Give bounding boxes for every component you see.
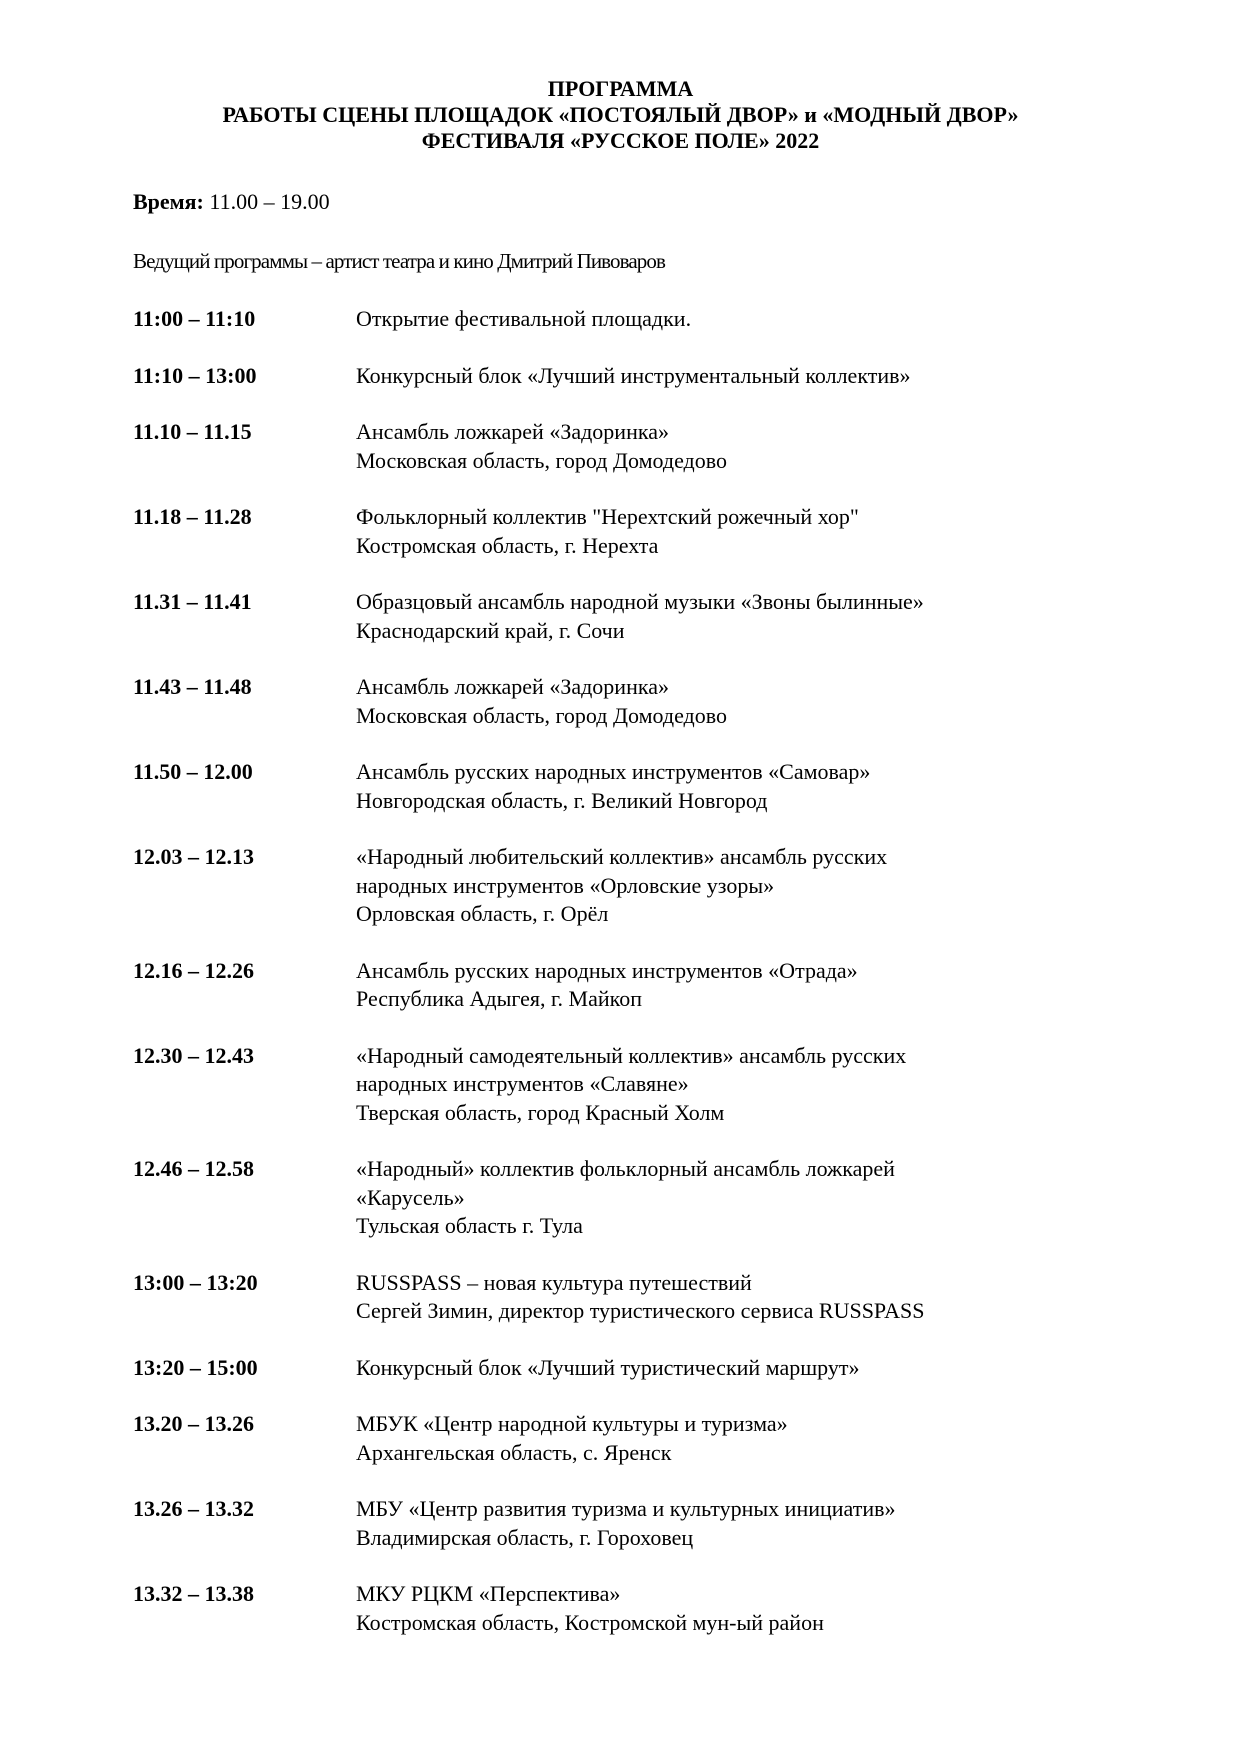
schedule-description-line: МБУ «Центр развития туризма и культурных инициатив» [356, 1496, 896, 1521]
event-time-value: 11.00 – 19.00 [203, 189, 330, 214]
schedule-row [133, 305, 1133, 334]
schedule-description-line: Ансамбль ложкарей «Задоринка» [356, 674, 669, 699]
schedule-description [356, 758, 1133, 815]
schedule-description-line: Орловская область, г. Орёл [356, 901, 609, 926]
schedule-description-line: Тверская область, город Красный Холм [356, 1099, 725, 1125]
schedule-description-line: Костромская область, г. Нерехта [356, 532, 659, 558]
schedule-row [133, 1410, 1133, 1467]
schedule-time: 13.20 – 13.26 [133, 1411, 254, 1436]
schedule-description-line: «Карусель» [356, 1184, 465, 1210]
schedule-row [133, 1042, 1133, 1128]
schedule-time: 12.46 – 12.58 [133, 1156, 254, 1181]
schedule-row [133, 1495, 1133, 1552]
schedule-description [356, 1580, 1133, 1637]
schedule-description [356, 305, 1133, 334]
schedule-description [356, 1155, 1133, 1241]
title-line-1: ПРОГРАММА [547, 76, 694, 101]
schedule-time: 13:00 – 13:20 [133, 1269, 258, 1295]
schedule-row [133, 1354, 1133, 1383]
schedule-time: 13:20 – 15:00 [133, 1354, 258, 1380]
schedule-row [133, 1269, 1133, 1326]
schedule-description-line: Ансамбль ложкарей «Задоринка» [356, 419, 669, 444]
document-title [0, 76, 1241, 154]
schedule-time: 12.03 – 12.13 [133, 844, 254, 869]
schedule-time: 11:00 – 11:10 [133, 306, 256, 331]
title-line-3: ФЕСТИВАЛЯ «РУССКОЕ ПОЛЕ» 2022 [421, 128, 820, 153]
schedule-time: 11.10 – 11.15 [133, 419, 252, 444]
schedule-description [356, 1495, 1133, 1552]
schedule-row [133, 503, 1133, 560]
schedule-description [356, 503, 1133, 560]
schedule-description-line: Ансамбль русских народных инструментов «Самовар» [356, 759, 871, 784]
schedule-description-line: Московская область, город Домодедово [356, 447, 727, 473]
schedule-description-line: Образцовый ансамбль народной музыки «Звоны былинные» [356, 589, 924, 614]
title-line-2: РАБОТЫ СЦЕНЫ ПЛОЩАДОК «ПОСТОЯЛЫЙ ДВОР» и «МОДНЫЙ ДВОР» [222, 102, 1019, 127]
schedule-time: 11.50 – 12.00 [133, 759, 253, 784]
schedule-description-line: Конкурсный блок «Лучший инструментальный коллектив» [356, 362, 911, 388]
schedule-row [133, 588, 1133, 645]
schedule-description [356, 418, 1133, 475]
schedule-description-line: МБУК «Центр народной культуры и туризма» [356, 1411, 788, 1436]
schedule-description-line: Архангельская область, с. Яренск [356, 1439, 672, 1465]
schedule-time: 13.26 – 13.32 [133, 1496, 254, 1521]
schedule-time: 11:10 – 13:00 [133, 362, 257, 388]
schedule-description-line: Краснодарский край, г. Сочи [356, 617, 625, 643]
event-time-label: Время: [133, 189, 204, 214]
schedule-description [356, 588, 1133, 645]
schedule-description [356, 843, 1133, 929]
schedule-description-line: Владимирская область, г. Гороховец [356, 1524, 694, 1550]
schedule-description-line: Тульская область г. Тула [356, 1213, 583, 1238]
schedule-time: 12.30 – 12.43 [133, 1042, 254, 1068]
schedule-description-line: Ансамбль русских народных инструментов «Отрада» [356, 957, 858, 983]
schedule-description [356, 1269, 1133, 1326]
schedule-row [133, 843, 1133, 929]
event-time [133, 189, 330, 215]
schedule-description-line: «Народный любительский коллектив» ансамбль русских [356, 844, 888, 869]
schedule-row [133, 673, 1133, 730]
schedule-row [133, 362, 1133, 391]
schedule-description [356, 957, 1133, 1014]
schedule-description [356, 362, 1133, 391]
schedule-time: 13.32 – 13.38 [133, 1581, 254, 1606]
schedule-time: 11.43 – 11.48 [133, 674, 252, 699]
schedule-description-line: RUSSPASS – новая культура путешествий [356, 1269, 752, 1295]
schedule-row [133, 758, 1133, 815]
schedule-description-line: «Народный» коллектив фольклорный ансамбль ложкарей [356, 1156, 895, 1181]
schedule-row [133, 957, 1133, 1014]
schedule-description-line: МКУ РЦКМ «Перспектива» [356, 1581, 621, 1606]
schedule-time: 12.16 – 12.26 [133, 957, 254, 983]
schedule-description-line: народных инструментов «Орловские узоры» [356, 872, 775, 898]
schedule-time: 11.31 – 11.41 [133, 589, 252, 614]
schedule-description [356, 673, 1133, 730]
schedule-row [133, 1580, 1133, 1637]
schedule-description-line: Конкурсный блок «Лучший туристический маршрут» [356, 1354, 860, 1380]
schedule-description-line: Фольклорный коллектив "Нерехтский рожечный хор" [356, 504, 859, 529]
schedule-description [356, 1042, 1133, 1128]
schedule-description-line: Московская область, город Домодедово [356, 702, 727, 728]
schedule-row [133, 1155, 1133, 1241]
schedule-description-line: Новгородская область, г. Великий Новгород [356, 787, 768, 813]
schedule-row [133, 418, 1133, 475]
schedule-description-line: Костромская область, Костромской мун-ый район [356, 1609, 824, 1635]
host-line: Ведущий программы – артист театра и кино Дмитрий Пивоваров [133, 249, 666, 273]
schedule-description-line: Сергей Зимин, директор туристического сервиса RUSSPASS [356, 1298, 925, 1323]
schedule-description [356, 1354, 1133, 1383]
schedule-description-line: Республика Адыгея, г. Майкоп [356, 986, 642, 1011]
schedule-list [133, 305, 1133, 1665]
schedule-description-line: «Народный самодеятельный коллектив» ансамбль русских [356, 1042, 907, 1068]
schedule-description [356, 1410, 1133, 1467]
schedule-time: 11.18 – 11.28 [133, 504, 252, 529]
schedule-description-line: Открытие фестивальной площадки. [356, 306, 692, 331]
schedule-description-line: народных инструментов «Славяне» [356, 1071, 689, 1096]
